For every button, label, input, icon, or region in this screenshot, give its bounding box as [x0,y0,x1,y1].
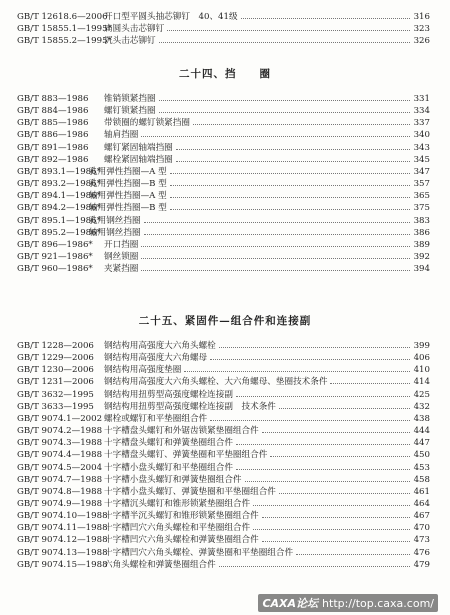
page-number: 461 [413,486,430,497]
page-number: 331 [413,94,430,104]
standard-code: GB/T 9074.11—1988 [17,523,108,534]
standard-code: GB/T 9074.7—1988 [17,474,103,485]
toc-entry[interactable] [17,190,430,202]
dot-leader [241,18,410,19]
dot-leader [167,30,410,31]
page-number: 365 [413,191,430,202]
page-number: 467 [413,511,430,522]
toc-entry[interactable] [17,425,430,437]
dot-leader [159,100,410,101]
toc-entry[interactable] [17,522,430,534]
page-number: 343 [413,142,430,153]
dot-leader [193,124,410,125]
toc-entry[interactable] [17,437,430,449]
toc-entry[interactable] [17,462,430,474]
entry-title: 轴肩挡圈 [104,130,139,141]
standard-code: GB/T 9074.4—1988 [17,450,103,461]
toc-entry[interactable] [17,389,430,401]
standard-code: GB/T 895.1—1986* [17,215,101,226]
standard-code: GB/T 9074.12—1988 [17,535,108,546]
dot-leader [170,197,410,198]
entry-title: 带锁圈的螺钉锁紧挡圈 [104,118,190,129]
standard-code: GB/T 9074.2—1988 [17,426,103,437]
dot-leader [210,420,410,421]
toc-entry[interactable] [17,376,430,388]
toc-entry[interactable] [17,11,430,23]
standard-code: GB/T 921—1986* [17,251,93,262]
entry-title: 六角头螺栓和弹簧垫圈组合件 [104,559,216,570]
page-number: 316 [413,12,430,22]
dot-leader [236,444,410,445]
toc-entry[interactable] [17,142,430,154]
entry-title: 轴用弹性挡圈—B 型 [89,203,167,214]
entry-title: 十字槽小盘头螺钉和弹簧垫圈组合件 [104,474,242,485]
entry-title: 十字槽凹穴六角头螺栓和弹簧垫圈组合件 [104,535,259,546]
entry-title: 十字槽盘头螺钉、弹簧垫圈和平垫圈组合件 [104,450,268,461]
standard-code: GB/T 9074.5—2004 [17,462,103,473]
standard-code: GB/T 896—1986* [17,239,93,250]
dot-leader [245,481,410,482]
page-number: 389 [413,239,430,250]
standard-code: GB/T 894.2—1986* [17,203,101,214]
entry-title: 十字槽小盘头螺钉和平垫圈组合件 [104,462,233,473]
standard-code: GB/T 9074.9—1988 [17,498,103,509]
toc-entry[interactable] [17,202,430,214]
page-number: 323 [413,24,430,35]
entry-title: 夹紧挡圈 [104,264,139,275]
entry-title: 沉头击芯铆钉 [104,36,156,47]
dot-leader [330,383,410,384]
toc-entry[interactable] [17,340,430,352]
page-number: 450 [413,450,430,461]
entry-title: 钢丝锁圈 [104,251,139,262]
page-number: 394 [413,264,430,275]
watermark-url: http://top.caxa.com/ [322,597,434,610]
page-number: 345 [413,154,430,165]
page-number: 383 [413,215,430,226]
toc-entry[interactable] [17,352,430,364]
dot-leader [236,396,410,397]
page-number: 453 [413,462,430,473]
page-number: 479 [413,559,430,570]
dot-leader [141,270,410,271]
page-number: 438 [413,413,430,424]
entry-title: 十字槽半沉头螺钉和锥形锁紧垫圈组合件 [104,511,259,522]
toc-entry[interactable] [17,449,430,461]
dot-leader [262,517,410,518]
page-number: 414 [413,377,430,388]
page-number: 392 [413,251,430,262]
entry-title: 螺钉紧固轴端挡圈 [104,142,173,153]
page-number: 444 [413,426,430,437]
toc-entry[interactable] [17,498,430,510]
dot-leader [170,173,410,174]
toc-entry[interactable] [17,251,430,263]
page-number: 458 [413,474,430,485]
toc-entry[interactable] [17,93,430,105]
page-number: 447 [413,438,430,449]
dot-leader [144,222,410,223]
toc-entry[interactable] [17,263,430,275]
toc-entry[interactable] [17,129,430,141]
standard-code: GB/T 15855.1—1995* [17,24,112,35]
toc-entry[interactable] [17,401,430,413]
toc-entry[interactable] [17,547,430,559]
entry-title: 钢结构用扭剪型高强度螺栓连接副 技术条件 [104,401,276,412]
toc-entry[interactable] [17,154,430,166]
dot-leader [262,432,410,433]
entry-title: 开口挡圈 [104,239,139,250]
entry-title: 孔用弹性挡圈—A 型 [89,166,167,177]
entry-title: 孔用钢丝挡圈 [89,215,141,226]
standard-code: GB/T 895.2—1986* [17,227,101,238]
dot-leader [170,185,410,186]
page-number: 326 [413,36,430,47]
page-number: 410 [413,365,430,376]
dot-leader [144,234,410,235]
page-number: 470 [413,523,430,534]
standard-code: GB/T 891—1986 [17,142,89,153]
entry-title: 十字槽小盘头螺钉、弹簧垫圈和平垫圈组合件 [104,486,276,497]
dot-leader [141,136,410,137]
dot-leader [296,554,410,555]
entry-title: 开口型平圆头抽芯铆钉 40、41级 [104,12,238,22]
page-number: 425 [413,389,430,400]
dot-leader [219,566,410,567]
entry-title: 孔用弹性挡圈—B 型 [89,179,167,190]
standard-code: GB/T 9074.15—1988 [17,559,108,570]
toc-entry[interactable] [17,534,430,546]
dot-leader [253,529,410,530]
standard-code: GB/T 9074.8—1988 [17,486,103,497]
toc-entry[interactable] [17,510,430,522]
entry-title: 螺栓或螺钉和平垫圈组合件 [104,413,208,424]
dot-leader [270,456,410,457]
standard-code: GB/T 1231—2006 [17,377,94,388]
toc-entry[interactable] [17,178,430,190]
entry-title: 钢结构用高强度大六角头螺栓、大六角螺母、垫圈技术条件 [104,377,328,388]
standard-code: GB/T 9074.13—1988 [17,547,108,558]
page-number: 337 [413,118,430,129]
standard-code: GB/T 1230—2006 [17,365,94,376]
toc-entry[interactable] [17,227,430,239]
entry-title: 轴用钢丝挡圈 [89,227,141,238]
page-number: 340 [413,130,430,141]
dot-leader [184,371,410,372]
page-number: 347 [413,166,430,177]
entry-title: 钢结构用高强度垫圈 [104,365,182,376]
toc-entry[interactable] [17,413,430,425]
toc-entry[interactable] [17,23,430,35]
toc-entry[interactable] [17,239,430,251]
standard-code: GB/T 1229—2006 [17,353,94,364]
standard-code: GB/T 12618.6—2006 [17,12,108,22]
dot-leader [176,161,410,162]
entry-title: 钢结构用高强度大六角头螺栓 [104,341,216,351]
toc-entry[interactable] [17,474,430,486]
toc-entry[interactable] [17,215,430,227]
dot-leader [236,469,410,470]
dot-leader [210,359,410,360]
dot-leader [170,209,410,210]
page-number: 399 [413,341,430,351]
dot-leader [279,408,410,409]
page-number: 476 [413,547,430,558]
standard-code: GB/T 885—1986 [17,118,89,129]
entry-title: 扁圆头击芯铆钉 [104,24,165,35]
standard-code: GB/T 883—1986 [17,94,89,104]
entry-title: 锥销锁紧挡圈 [104,94,156,104]
toc-entry[interactable] [17,117,430,129]
section-heading: 二十四、挡 圈 [179,68,271,80]
standard-code: GB/T 884—1986 [17,106,89,117]
toc-entry[interactable] [17,35,430,47]
entry-title: 钢结构用高强度大六角螺母 [104,353,208,364]
standard-code: GB/T 1228—2006 [17,341,94,351]
entry-title: 十字槽盘头螺钉和弹簧垫圈组合件 [104,438,233,449]
toc-entry[interactable] [17,364,430,376]
dot-leader [219,347,410,348]
dot-leader [279,493,410,494]
page-number: 432 [413,401,430,412]
page-number: 464 [413,498,430,509]
entry-title: 十字槽凹穴六角头螺栓、弹簧垫圈和平垫圈组合件 [104,547,294,558]
standard-code: GB/T 886—1986 [17,130,89,141]
entry-title: 螺栓紧固轴端挡圈 [104,154,173,165]
toc-entry[interactable] [17,486,430,498]
standard-code: GB/T 892—1986 [17,154,89,165]
dot-leader [262,541,410,542]
toc-entry[interactable] [17,166,430,178]
standard-code: GB/T 9074.1—2002 [17,413,103,424]
entry-title: 螺钉锁紧挡圈 [104,106,156,117]
page-number: 386 [413,227,430,238]
standard-code: GB/T 9074.3—1988 [17,438,103,449]
toc-entry[interactable] [17,559,430,571]
standard-code: GB/T 893.2—1986* [17,179,101,190]
standard-code: GB/T 960—1986* [17,264,93,275]
page-number: 357 [413,179,430,190]
toc-entry[interactable] [17,105,430,117]
dot-leader [159,42,410,43]
page-number: 406 [413,353,430,364]
dot-leader [159,112,410,113]
dot-leader [253,505,410,506]
standard-code: GB/T 9074.10—1988 [17,511,108,522]
standard-code: GB/T 893.1—1986* [17,166,101,177]
entry-title: 轴用弹性挡圈—A 型 [89,191,167,202]
dot-leader [141,246,410,247]
standard-code: GB/T 894.1—1986* [17,191,101,202]
page-number: 375 [413,203,430,214]
dot-leader [141,258,410,259]
dot-leader [176,149,410,150]
watermark [258,594,438,612]
entry-title: 十字槽沉头螺钉和锥形锁紧垫圈组合件 [104,498,251,509]
standard-code: GB/T 15855.2—1995* [17,36,112,47]
page-number: 334 [413,106,430,117]
entry-title: 十字槽盘头螺钉和外锯齿锁紧垫圈组合件 [104,426,259,437]
section-heading: 二十五、紧固件—组合件和连接副 [138,315,312,327]
entry-title: 钢结构用扭剪型高强度螺栓连接副 [104,389,233,400]
standard-code: GB/T 3632—1995 [17,389,94,400]
watermark-logo: CAXA论坛 [262,597,319,610]
page-number: 473 [413,535,430,546]
standard-code: GB/T 3633—1995 [17,401,94,412]
entry-title: 十字槽凹穴六角头螺栓和平垫圈组合件 [104,523,251,534]
